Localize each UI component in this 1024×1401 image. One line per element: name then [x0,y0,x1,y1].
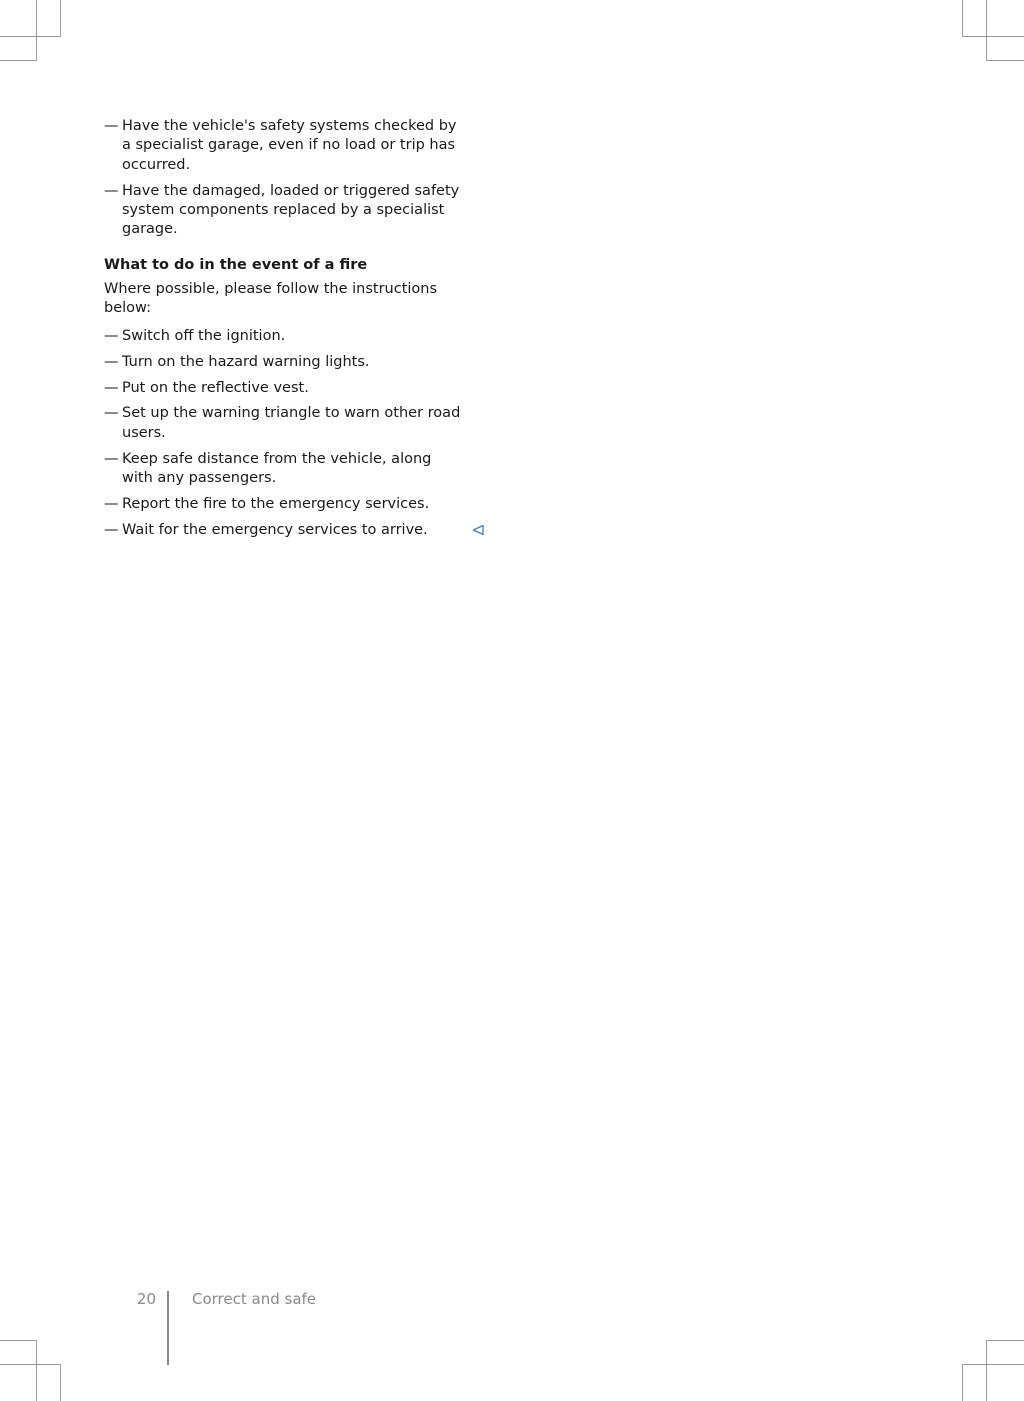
crop-mark [962,36,1024,37]
section-intro: Where possible, please follow the instructions below: [104,280,438,317]
crop-mark [986,60,1024,61]
crop-mark [986,1340,987,1401]
crop-mark [36,0,37,61]
list-item: — Turn on the hazard warning lights. [104,353,464,372]
crop-mark [0,60,36,61]
safety-check-list [104,117,464,240]
page-content [104,117,464,546]
list-item: — Switch off the ignition. [104,327,464,346]
footer-section-title: Correct and safe [192,1290,317,1308]
list-item: — Have the damaged, loaded or triggered safety system components replaced by a specialist garage. [104,182,464,240]
section-heading: What to do in the event of a fire [104,256,368,273]
crop-mark [60,0,61,36]
fire-steps-list [104,327,464,540]
crop-mark [0,1340,36,1341]
list-item: — Put on the reflective vest. [104,379,464,398]
crop-mark [36,1340,37,1401]
crop-mark [0,36,61,37]
crop-mark [60,1364,61,1401]
crop-mark [986,1340,1024,1341]
page-number: 20 [136,1290,156,1308]
crop-mark [962,0,963,36]
list-item: — Wait for the emergency services to arrive. [104,521,464,540]
crop-mark [962,1364,1024,1365]
list-item: — Keep safe distance from the vehicle, along with any passengers. [104,450,464,489]
crop-mark [962,1364,963,1401]
list-item: — Report the fire to the emergency services. [104,495,464,514]
crop-mark [0,1364,61,1365]
footer-divider [167,1291,169,1365]
end-of-section-triangle-icon [472,524,484,536]
list-item: — Have the vehicle's safety systems checked by a specialist garage, even if no load or trip has occurred. [104,117,464,175]
list-item: — Set up the warning triangle to warn other road users. [104,404,464,443]
crop-mark [986,0,987,61]
